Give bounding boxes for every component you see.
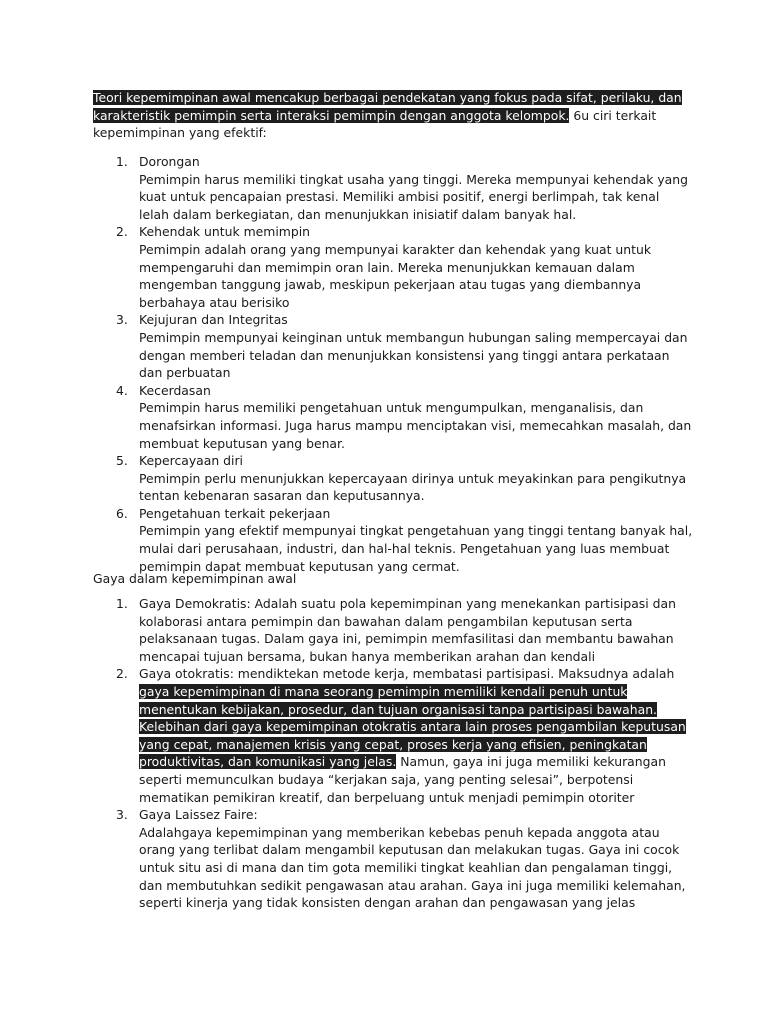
item-number: 3. bbox=[116, 807, 128, 823]
item-text-after: Namun, gaya ini juga memiliki kekurangan seperti memunculkan budaya “kerjakan saja, yang penting selesai”, berpotensi mematikan pemikiran kreatif, dan berpeluang untuk menjadi pemimpin otoriter bbox=[139, 754, 666, 805]
list-item bbox=[93, 595, 693, 665]
intro-paragraph bbox=[93, 89, 693, 142]
list-item bbox=[93, 153, 693, 223]
section-heading: Gaya dalam kepemimpinan awal bbox=[93, 571, 297, 586]
intro-text: 6u ciri terkait kepemimpinan yang efektif: bbox=[93, 107, 657, 141]
item-body: Adalahgaya kepemimpinan yang memberikan kebebas penuh kepada anggota atau orang yang terlibat dalam mengambil keputusan dan melakukan tugas. Gaya ini cocok untuk situ asi di mana dan tim gota memiliki tingkat keahlian dan pengalaman tinggi, dan membutuhkan sedikit pengawasan atau arahan. Gaya ini juga memiliki kelemahan, seperti kinerja yang tidak konsisten dengan arahan dan pengawasan yang jelas bbox=[139, 824, 686, 911]
item-number: 1. bbox=[116, 154, 128, 169]
item-title: Kehendak untuk memimpin bbox=[139, 224, 310, 240]
item-number: 5. bbox=[116, 453, 128, 469]
item-title: Kepercayaan diri bbox=[139, 453, 244, 469]
item-body: Pemimpin mempunyai keinginan untuk membangun hubungan saling mempercayai dan dengan memberi teladan dan menunjukkan konsistensi yang tinggi antara perkataan dan perbuatan bbox=[139, 329, 688, 381]
list-item bbox=[93, 505, 693, 575]
item-body: Pemimpin yang efektif mempunyai tingkat pengetahuan yang tinggi tentang banyak hal, mulai dari perusahaan, industri, dan hal-hal teknis. Pengetahuan yang luas membuat pemimpin dapat membuat keputusan yang cermat. bbox=[139, 523, 693, 574]
item-title: Dorongan bbox=[139, 154, 200, 169]
item-body: Gaya Demokratis: Adalah suatu pola kepemimpinan yang menekankan partisipasi dan kolaborasi antara pemimpin dan bawahan dalam pengambilan keputusan serta pelaksanaan tugas. Dalam gaya ini, pemimpin memfasilitasi dan membantu bawahan mencapai tujuan bersama, bukan hanya memberikan arahan dan kendali bbox=[139, 596, 676, 664]
item-title: Kejujuran dan Integritas bbox=[139, 312, 288, 328]
list-item bbox=[93, 223, 693, 311]
item-number: 2. bbox=[116, 224, 128, 240]
list-item bbox=[93, 452, 693, 505]
item-number: 6. bbox=[116, 505, 128, 521]
list-item bbox=[93, 382, 693, 452]
item-title: Gaya Laissez Faire: bbox=[139, 807, 258, 823]
item-number: 2. bbox=[116, 666, 128, 682]
item-body: Pemimpin perlu menunjukkan kepercayaan dirinya untuk meyakinkan para pengikutnya tentan kebenaran sasaran dan keputusannya. bbox=[139, 470, 687, 504]
item-title: Kecerdasan bbox=[139, 382, 211, 398]
item-highlighted-text: gaya kepemimpinan di mana seorang pemimpin memiliki kendali penuh untuk menentukan kebijakan, prosedur, dan tujuan organisasi tanpa partisipasi bawahan. Kelebihan dari gaya kepemimpinan otokratis antara lain proses pengambilan keputusan yang cepat, manajemen krisis yang cepat, proses kerja yang efisien, peningkatan produktivitas, dan komunikasi yang jelas. bbox=[139, 683, 686, 770]
item-number: 1. bbox=[116, 596, 128, 611]
item-number: 3. bbox=[116, 312, 128, 328]
item-text-before: Gaya otokratis: mendiktekan metode kerja, membatasi partisipasi. Maksudnya adalah bbox=[139, 666, 675, 682]
item-body bbox=[139, 665, 693, 806]
item-body: Pemimpin adalah orang yang mempunyai karakter dan kehendak yang kuat untuk mempengaruhi dan memimpin oran lain. Mereka menunjukkan kemauan dalam mengemban tanggung jawab, meskipun pekerjaan atau tugas yang diembannya berbahaya atau berisiko bbox=[139, 241, 652, 310]
intro-highlighted-text: Teori kepemimpinan awal mencakup berbagai pendekatan yang fokus pada sifat, perilaku, dan karakteristik pemimpin serta interaksi pemimpin dengan anggota kelompok. bbox=[93, 90, 682, 123]
list-item bbox=[93, 665, 693, 806]
traits-list bbox=[93, 153, 693, 575]
item-number: 4. bbox=[116, 382, 128, 398]
list-item bbox=[93, 311, 693, 381]
item-body: Pemimpin harus memiliki pengetahuan untuk mengumpulkan, menganalisis, dan menafsirkan informasi. Juga harus mampu menciptakan visi, memecahkan masalah, dan membuat keputusan yang benar. bbox=[139, 400, 692, 451]
item-title: Pengetahuan terkait pekerjaan bbox=[139, 505, 331, 521]
list-item bbox=[93, 806, 693, 912]
item-body: Pemimpin harus memiliki tingkat usaha yang tinggi. Mereka mempunyai kehendak yang kuat untuk pencapaian prestasi. Memiliki ambisi positif, energi berlimpah, tak kenal lelah dalam berkegiatan, dan menunjukkan inisiatif dalam banyak hal. bbox=[139, 171, 688, 222]
styles-list bbox=[93, 595, 693, 912]
